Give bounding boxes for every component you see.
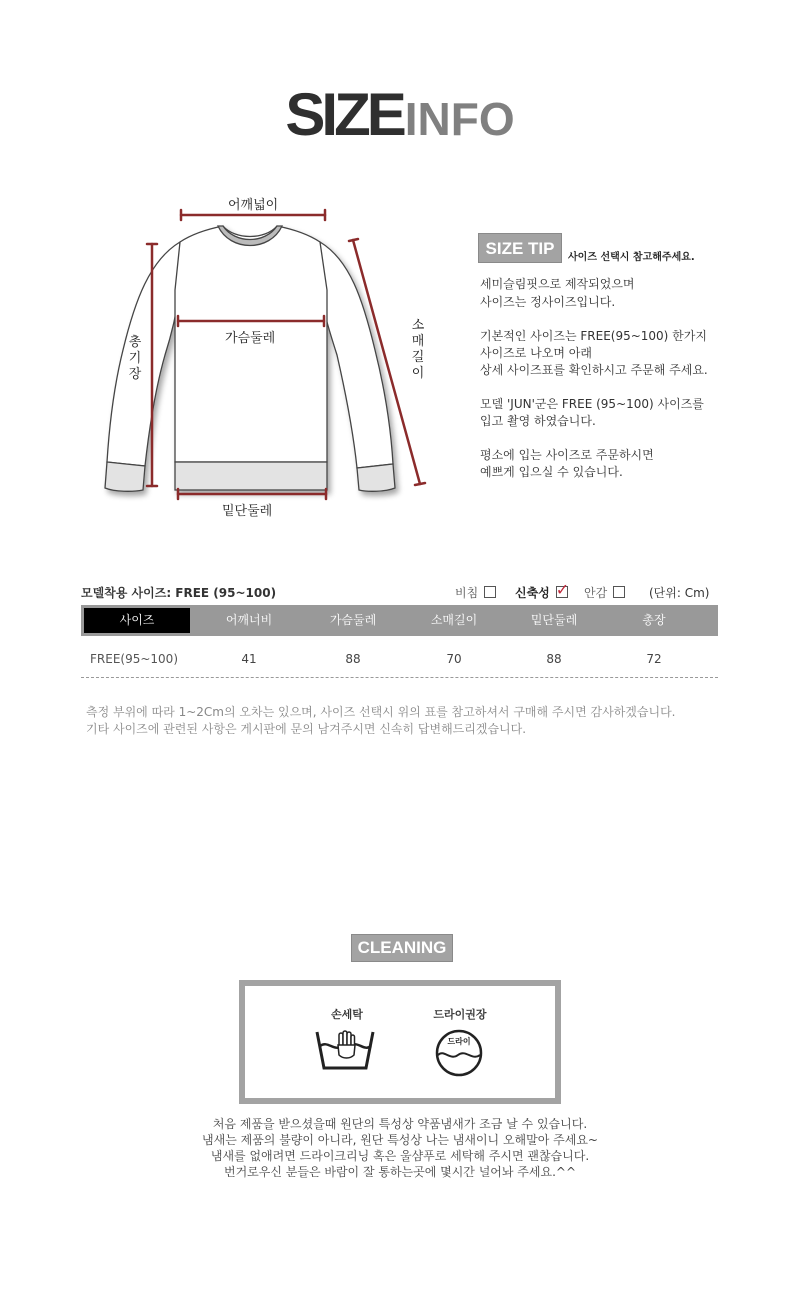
size-tip-line: 세미슬림핏으로 제작되었으며	[480, 277, 635, 291]
cleaning-line: 번거로우신 분들은 바람이 잘 통하는곳에 몇시간 널어놔 주세요.^^	[223, 1165, 577, 1179]
size-tip-line: 상세 사이즈표를 확인하시고 주문해 주세요.	[480, 363, 708, 377]
header-cell-hem: 밑단둘레	[530, 613, 578, 627]
size-table-header	[81, 605, 718, 636]
shoulder-width-label: 어깨넓이	[228, 198, 279, 213]
header-cell-size: 사이즈	[84, 608, 190, 633]
cleaning-badge: CLEANING	[351, 934, 453, 962]
hand-wash-icon	[314, 1028, 376, 1076]
size-tip-note: 사이즈 선택시 참고해주세요.	[568, 252, 695, 263]
sleeve-length-label: 소매길이	[411, 318, 425, 381]
cleaning-line: 냄새는 제품의 불량이 아니라, 원단 특성상 나는 냄새이니 오해말아 주세요~	[202, 1133, 598, 1147]
size-tip-line: 모델 'JUN'군은 FREE (95~100) 사이즈를	[480, 397, 704, 411]
cleaning-line: 처음 제품을 받으셨을때 원단의 특성상 약품냄새가 조금 날 수 있습니다.	[212, 1117, 588, 1131]
header-cell-chest: 가슴둘레	[329, 613, 377, 627]
dry-clean-icon-text: 드라이	[447, 1037, 471, 1046]
checkbox-empty-icon	[484, 586, 496, 598]
model-size-info: 모델착용 사이즈: FREE (95~100)	[81, 586, 277, 600]
chest-width-label: 가슴둘레	[225, 331, 276, 346]
size-tip-line: 사이즈로 나오며 아래	[480, 346, 592, 360]
header-cell-length: 총장	[642, 613, 666, 627]
header-cell-shoulder: 어깨너비	[225, 613, 273, 627]
sweater-diagram	[95, 190, 435, 530]
table-cell: 88	[345, 652, 361, 666]
title-light: INFO	[404, 93, 515, 145]
size-tip-badge: SIZE TIP	[478, 233, 562, 263]
table-cell: 72	[646, 652, 662, 666]
fit-option-lining	[584, 584, 625, 601]
header-cell-sleeve: 소매길이	[430, 613, 478, 627]
cleaning-line: 냄새를 없애려면 드라이크리닝 혹은 울샴푸로 세탁해 주시면 괜찮습니다.	[210, 1149, 590, 1163]
size-tip-line: 평소에 입는 사이즈로 주문하시면	[480, 448, 654, 462]
measurement-note: 측정 부위에 따라 1~2Cm의 오차는 있으며, 사이즈 선택시 위의 표를 참고하셔서 구매해 주시면 감사하겠습니다.	[86, 705, 676, 719]
fit-option-sheer	[455, 584, 496, 601]
fit-option-label: 안감	[584, 586, 608, 600]
hand-wash-label: 손세탁	[331, 1008, 363, 1021]
inquiry-note: 기타 사이즈에 관련된 사항은 게시판에 문의 남겨주시면 신속히 답변해드리겠습니다.	[86, 722, 527, 736]
unit-label: (단위: Cm)	[649, 586, 710, 600]
table-cell: 70	[446, 652, 462, 666]
size-tip-line: 사이즈는 정사이즈입니다.	[480, 295, 616, 309]
fit-option-label: 비침	[455, 586, 479, 600]
size-tip-line: 입고 촬영 하였습니다.	[480, 414, 596, 428]
total-length-label: 총기장	[128, 335, 142, 382]
table-row	[81, 646, 718, 672]
fit-option-stretch	[515, 580, 570, 601]
hem-width-label: 밑단둘레	[222, 504, 273, 519]
table-divider	[81, 677, 718, 678]
checkbox-checked-icon: ✓	[555, 580, 570, 599]
dry-clean-label: 드라이권장	[433, 1008, 487, 1021]
table-cell: 41	[241, 652, 257, 666]
table-cell: FREE(95~100)	[90, 652, 178, 666]
title-bold: SIZE	[285, 81, 403, 148]
checkbox-empty-icon	[613, 586, 625, 598]
table-cell: 88	[546, 652, 562, 666]
care-instructions-box	[239, 980, 561, 1104]
size-tip-line: 기본적인 사이즈는 FREE(95~100) 한가지	[480, 329, 707, 343]
fit-option-label: 신축성	[515, 586, 550, 600]
size-info-title	[0, 80, 800, 149]
size-tip-line: 예쁘게 입으실 수 있습니다.	[480, 465, 623, 479]
